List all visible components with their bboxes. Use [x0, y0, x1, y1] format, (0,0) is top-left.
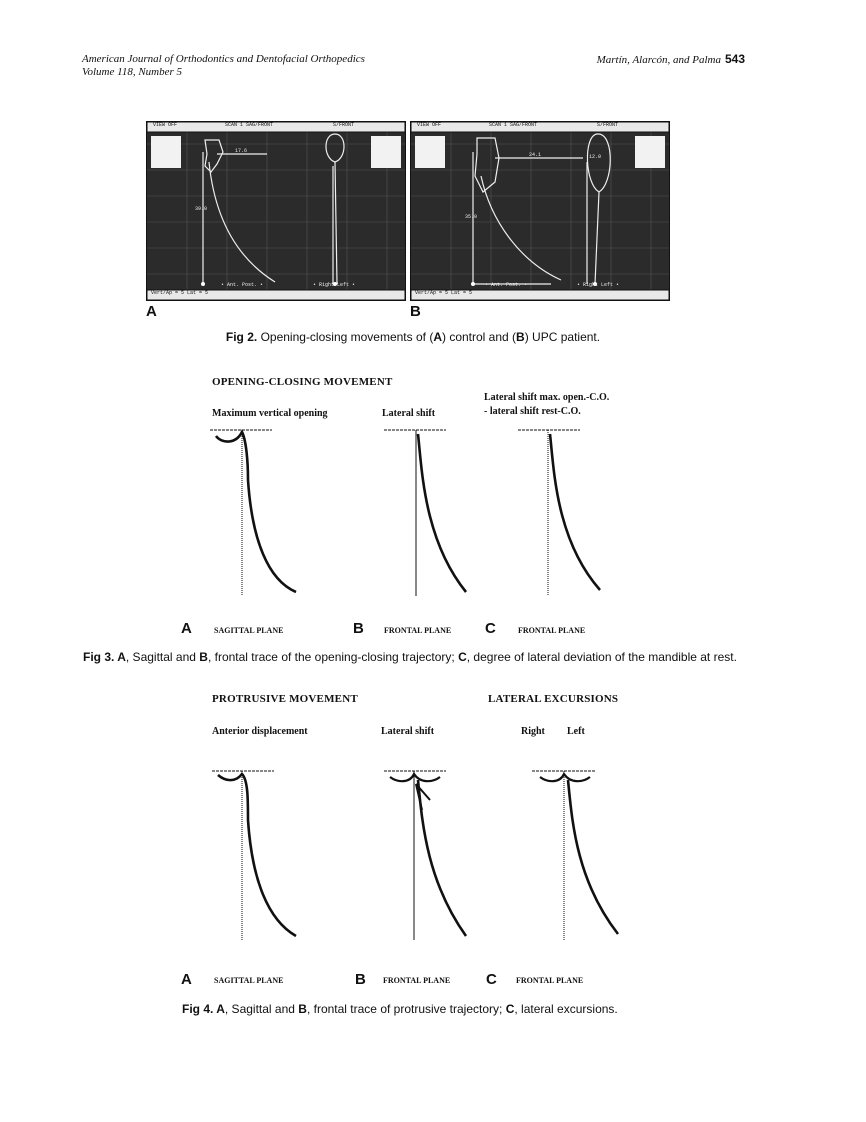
fig4-trace-c [532, 771, 618, 940]
fig3-caption-c: C [458, 650, 467, 664]
screen-b-bottom-right: • Right Left • [577, 282, 620, 288]
screen-b-measure-horizontal: 24.1 [529, 152, 542, 158]
screen-b-bottom-left: Vert/Ap = 5 Lat = 5 [415, 290, 473, 296]
fig2-caption-text-1: Opening-closing movements of ( [257, 330, 434, 344]
fig4-caption-c: C [505, 1002, 515, 1016]
fig2-screen-b-drawing [411, 122, 669, 300]
fig4-label-b: Lateral shift [381, 726, 435, 737]
fig4-caption-b: B [298, 1002, 307, 1016]
screen-a-bottom-mid: • Ant. Post. • [221, 282, 264, 288]
fig3-title: OPENING-CLOSING MOVEMENT [212, 376, 393, 388]
fig3-label-c-line2: - lateral shift rest-C.O. [484, 406, 581, 417]
author-names: Martín, Alarcón, and Palma [596, 54, 721, 66]
screen-a-top-left: VIEW OFF [153, 122, 178, 128]
fig3-trace-b [384, 430, 466, 596]
fig4-caption [182, 1002, 618, 1016]
fig2-screen-a [146, 121, 406, 301]
screen-a-measure-horizontal: 17.6 [235, 148, 248, 154]
fig2-caption [0, 330, 826, 344]
screen-b-bottom-mid: • Ant. Post. • [485, 282, 528, 288]
fig3-label-c-line1: Lateral shift max. open.-C.O. [484, 392, 610, 403]
fig4-letter-b: B [355, 971, 366, 988]
fig3-letter-b: B [353, 620, 364, 637]
fig2-screen-a-drawing [147, 122, 405, 300]
fig3-plane-b: FRONTAL PLANE [384, 626, 452, 635]
running-header-left [82, 53, 365, 79]
fig4-letter-c: C [486, 971, 497, 988]
screen-b-measure-vertical: 35.0 [465, 214, 478, 220]
fig3-caption [83, 650, 737, 664]
fig4-plane-a: SAGITTAL PLANE [214, 976, 284, 985]
volume-number: Volume 118, Number 5 [82, 66, 183, 78]
screen-a-measure-vertical: 39.0 [195, 206, 208, 212]
fig3-plane-c: FRONTAL PLANE [518, 626, 586, 635]
fig4-label-left: Left [567, 726, 585, 737]
fig2-panel-letter-b: B [410, 303, 421, 320]
fig2-caption-label: Fig 2. [225, 330, 258, 344]
screen-b-measure-right: 12.0 [589, 154, 602, 160]
running-header-right [597, 53, 745, 67]
fig4-caption-text-2: , frontal trace of protrusive trajectory; [306, 1002, 506, 1016]
fig3-trace-c [518, 430, 600, 596]
fig4-label-a: Anterior displacement [212, 726, 308, 737]
fig4-plane-c: FRONTAL PLANE [516, 976, 584, 985]
fig3-caption-text-1: , Sagittal and [125, 650, 200, 664]
screen-b-top-right: S/FRONT [597, 122, 619, 128]
screen-b-top-left: VIEW OFF [417, 122, 442, 128]
fig4-letter-a: A [181, 971, 192, 988]
fig4-caption-label: Fig 4. A [182, 1002, 225, 1016]
screen-a-bottom-right: • Right Left • [313, 282, 356, 288]
fig3-caption-text-2: , frontal trace of the opening-closing trajectory; [207, 650, 459, 664]
fig4-plane-b: FRONTAL PLANE [383, 976, 451, 985]
fig4-title-right: LATERAL EXCURSIONS [488, 693, 619, 705]
fig3-caption-label: Fig 3. A [83, 650, 126, 664]
fig4-title-left: PROTRUSIVE MOVEMENT [212, 693, 358, 705]
fig3-caption-text-3: , degree of lateral deviation of the mandible at rest. [466, 650, 737, 664]
fig4-caption-text-1: , Sagittal and [224, 1002, 299, 1016]
fig3-trace-a [210, 430, 296, 596]
fig2-caption-text-2: ) control and ( [442, 330, 517, 344]
fig4-label-right: Right [521, 726, 545, 737]
fig2-screen-b [410, 121, 670, 301]
fig2-caption-text-3: ) UPC patient. [524, 330, 601, 344]
fig3-letter-a: A [181, 620, 192, 637]
page-number: 543 [724, 52, 745, 66]
screen-a-top-right: S/FRONT [333, 122, 355, 128]
fig4-trace-a [212, 771, 296, 940]
fig2-caption-a: A [433, 330, 442, 344]
fig4-trace-b [384, 771, 466, 940]
fig3-caption-b: B [199, 650, 208, 664]
screen-b-top-mid: SCAN 1 SAG/FRONT [489, 122, 538, 128]
screen-a-bottom-left: Vert/Ap = 5 Lat = 5 [151, 290, 209, 296]
fig4-caption-text-3: , lateral excursions. [514, 1002, 618, 1016]
fig2-panel-letter-a: A [146, 303, 157, 320]
fig3-letter-c: C [485, 620, 496, 637]
fig3-label-b: Lateral shift [382, 408, 436, 419]
journal-name: American Journal of Orthodontics and Dentofacial Orthopedics [82, 53, 365, 65]
fig3-label-a: Maximum vertical opening [212, 408, 328, 419]
fig2-caption-b: B [516, 330, 525, 344]
screen-a-top-mid: SCAN 1 SAG/FRONT [225, 122, 274, 128]
fig3-plane-a: SAGITTAL PLANE [214, 626, 284, 635]
